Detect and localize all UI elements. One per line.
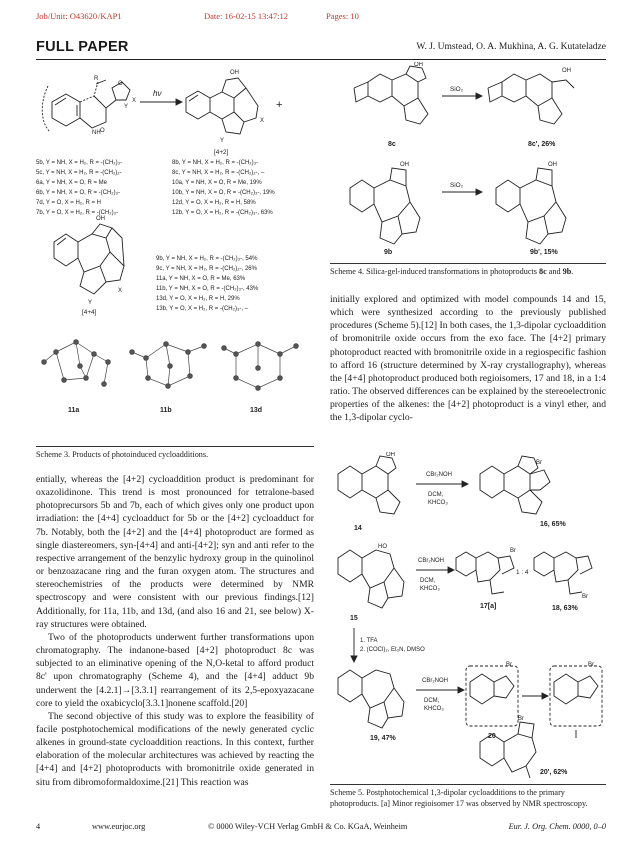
svg-text:Y: Y	[88, 300, 93, 306]
paragraph-3: The second objective of this study was to explore the feasibility of facile postphotochemical modifications of the newly generated cyclic alkenes in ground-state cycloaddition reactions. In this context, further elaboration of the molecular architectures was achieved by reacting the [4+4] and [4+2] photoproducts with bromonitrile oxide generated in situ from dibromoformaldoxime.[21] This reaction was	[36, 710, 314, 788]
section-label: FULL PAPER	[36, 39, 129, 55]
svg-text:OH: OH	[400, 162, 409, 168]
reagents-row-3	[360, 638, 425, 653]
scheme-3-caption: Scheme 3. Products of photoinduced cycloadditions.	[36, 450, 209, 459]
svg-text:X: X	[132, 98, 137, 104]
svg-text:KHCO₃: KHCO₃	[420, 586, 440, 592]
xray-structures	[42, 340, 299, 391]
svg-text:9b, Y = NH, X = H₂, R = -(CH₂: 9b, Y = NH, X = H₂, R = -(CH₂)₃-, 54%	[156, 256, 258, 262]
svg-text:CBr₂NOH: CBr₂NOH	[422, 678, 448, 684]
xray-11a	[42, 340, 111, 387]
svg-text:Br: Br	[510, 548, 516, 554]
svg-text:6a, Y = NH, X = O, R = Me: 6a, Y = NH, X = O, R = Me	[36, 180, 107, 186]
svg-text:Br: Br	[588, 662, 594, 668]
scheme-3-rule	[36, 446, 314, 447]
svg-text:7d, Y = O, X = H₂, R = H: 7d, Y = O, X = H₂, R = H	[36, 200, 101, 206]
label-16: 16, 65%	[540, 521, 566, 528]
svg-text:NH: NH	[92, 130, 101, 136]
svg-text:DCM,: DCM,	[424, 698, 440, 704]
label-9b: 9b	[384, 249, 393, 256]
label-15: 15	[350, 615, 358, 622]
svg-text:Br: Br	[582, 594, 588, 600]
svg-text:9c, Y = NH, X = H₂, R = -(CH₂: 9c, Y = NH, X = H₂, R = -(CH₂)₂-, 26%	[156, 266, 257, 272]
svg-text:5b, Y = NH, X = H₂, R = -(CH₂): 5b, Y = NH, X = H₂, R = -(CH₂)₃-	[36, 160, 123, 166]
job-info-line	[36, 11, 606, 23]
plus-sign: +	[276, 99, 283, 111]
svg-text:8b, Y = NH, X = H₂, R = -(CH₂: 8b, Y = NH, X = H₂, R = -(CH₂)₃-	[172, 160, 259, 166]
scheme4-reagent-2: SiO₂	[450, 182, 464, 189]
svg-text:OH: OH	[96, 216, 105, 222]
svg-text:KHCO₃: KHCO₃	[424, 706, 444, 712]
svg-text:OH: OH	[414, 62, 423, 68]
adduct-44-label: [4+4]	[82, 309, 97, 316]
left-column-body	[36, 473, 314, 789]
svg-text:OH: OH	[562, 68, 571, 74]
svg-text:Br: Br	[506, 662, 512, 668]
xray-label-13d: 13d	[250, 407, 263, 414]
right-column-text-top: initially explored and optimized with model compounds 14 and 15, which were synthesized according to the previously published procedures (Scheme 5).[12] In both cases, the 1,3-dipolar cycloaddition of bromonitrile oxide occurs from the exo face. The [4+2] primary photoproduct reacted with bromonitrile oxide in a regiospecific fashion to afford 16 (structure determined by X-ray crystallography), whereas the [4+4] photoproduct produced both regioisomers, 17 and 18, in a 1:4 ratio. The observed differences can be explained by the stereoelectronic properties of the alkenes: the [4+2] photoproduct is a vinyl ether, and the 1,3-dipolar cyclo-	[330, 294, 606, 424]
label-17: 17[a]	[480, 603, 497, 610]
precursor-benzene-ring	[52, 94, 80, 126]
paragraph-1: entially, whereas the [4+2] cycloaddition product is predominant for oxazolidinone. This trend is most pronounced for tetralone-based photoprecursors 5b and 7b, each of which gives only one product upon irradiation: the [4+4] cycloadduct for 5b or the [4+2] cycloadduct for 7b. Notably, both the [4+2] and the [4+4] photoproduct are formed as single diastereomers, syn-[4+4] and anti-[4+2]; syn and anti refer to the respective arrangement of the benzylic hydroxy group in the quinolinol or benzoazacane ring and the furan oxygen atom. The structures and stereochemistries of the products were determined by NMR spectroscopy and were consistent with our previous findings.[12] Additionally, for 11a, 11b, and 13d, (and also 16 and 21, see below) X-ray structures were obtained.	[36, 474, 314, 630]
svg-text:OH: OH	[386, 452, 395, 458]
svg-text:11b, Y = NH, X = O, R = -(CH₂): 11b, Y = NH, X = O, R = -(CH₂)₃-, 43%	[156, 286, 259, 292]
scheme-4-rule	[330, 263, 606, 264]
svg-text:X: X	[118, 288, 123, 294]
svg-text:R: R	[94, 76, 99, 82]
svg-text:O: O	[118, 81, 123, 87]
reagents-row-4	[422, 678, 448, 712]
adduct-42-list	[172, 160, 275, 216]
job-pages: Pages: 10	[326, 11, 359, 21]
journal-citation: Eur. J. Org. Chem. 0000, 0–0	[508, 822, 606, 831]
svg-text:7b, Y = O, X = H₂, R = -(CH₂)₃: 7b, Y = O, X = H₂, R = -(CH₂)₃-	[36, 210, 119, 216]
svg-text:CBr₂NOH: CBr₂NOH	[418, 558, 444, 564]
svg-text:8c, Y = NH, X = H₂, R = -(CH₂: 8c, Y = NH, X = H₂, R = -(CH₂)₂-, –	[172, 170, 265, 176]
page-number: 4	[36, 822, 41, 831]
svg-text:2. (COCl)₂, Et₃N, DMSO: 2. (COCl)₂, Et₃N, DMSO	[360, 647, 425, 653]
kap-code: /KAP1	[98, 11, 122, 21]
scheme-5-rule	[330, 784, 606, 785]
scheme-4-figure	[330, 62, 606, 258]
adduct-44-list	[156, 256, 259, 312]
reagents-row-2	[418, 558, 444, 592]
label-19: 19, 47%	[370, 735, 396, 742]
journal-site: www.eurjoc.org	[92, 822, 146, 831]
author-running-head: W. J. Umstead, O. A. Mukhina, A. G. Kutateladze	[416, 42, 606, 52]
xray-label-11a: 11a	[68, 407, 80, 414]
label-18: 18, 63%	[552, 605, 578, 612]
page-footer	[36, 822, 606, 834]
svg-text:Y: Y	[220, 138, 225, 144]
label-20-prime: 20', 62%	[540, 769, 568, 776]
precursor-list	[36, 160, 122, 216]
svg-text:CBr₂NOH: CBr₂NOH	[426, 472, 452, 478]
svg-text:1. TFA: 1. TFA	[360, 638, 378, 644]
svg-text:OH: OH	[548, 162, 557, 168]
label-8c: 8c	[388, 141, 396, 148]
regioisomer-ratio: 1 : 4	[516, 569, 529, 576]
copyright-line: © 0000 Wiley-VCH Verlag GmbH & Co. KGaA, Weinheim	[208, 822, 408, 831]
svg-text:Br: Br	[536, 460, 542, 466]
svg-text:HO: HO	[378, 544, 387, 550]
svg-text:X: X	[260, 118, 265, 124]
svg-text:10a, Y = NH, X = O, R = Me, 19: 10a, Y = NH, X = O, R = Me, 19%	[172, 180, 262, 186]
label-20: 20	[488, 733, 496, 740]
scheme-5-caption: Scheme 5. Postphotochemical 1,3-dipolar cycloadditions to the primary photoproducts. [a] Minor regioisomer 17 was observed by NMR spectroscopy.	[330, 788, 588, 808]
xray-11b	[130, 342, 207, 389]
svg-text:10b, Y = NH, X = O, R = -(CH₂): 10b, Y = NH, X = O, R = -(CH₂)₃-, 19%	[172, 190, 275, 196]
paragraph-2: Two of the photoproducts underwent further transformations upon chromatography. The indanone-based [4+2] photoproduct 8c was subjected to an eliminative opening of the N,O-ketal to afford product 8c' upon chromatography (Scheme 4), and the [4+4] adduct 9b underwent the [4.2.1]→[3.3.1] rearrangement of its 2,5-epoxyazacane core to yield the oxabicyclo[3.3.1]nonene scaffold.[20]	[36, 631, 314, 709]
svg-text:O: O	[100, 128, 105, 134]
scheme-4-caption: Scheme 4. Silica-gel-induced transformations in photoproducts 8c and 9b.	[330, 267, 574, 276]
svg-text:5c, Y = NH, X = H₂, R = -(CH₂): 5c, Y = NH, X = H₂, R = -(CH₂)₂-	[36, 170, 122, 176]
scheme-5-figure	[330, 452, 606, 780]
hv-label: hν	[153, 89, 162, 98]
page-header	[36, 37, 606, 60]
scheme-3-figure	[36, 62, 314, 448]
svg-text:Y: Y	[124, 104, 129, 110]
xray-13d	[222, 342, 299, 391]
svg-text:13d, Y = O, X = H₂, R = H, 29%: 13d, Y = O, X = H₂, R = H, 29%	[156, 296, 240, 302]
svg-text:KHCO₃: KHCO₃	[428, 500, 448, 506]
svg-text:DCM,: DCM,	[420, 578, 436, 584]
svg-text:DCM,: DCM,	[428, 492, 444, 498]
job-unit: Job/Unit: O43620	[36, 11, 98, 21]
adduct-42-label: [4+2]	[214, 149, 229, 156]
label-14: 14	[354, 525, 362, 532]
svg-text:6b, Y = NH, X = O, R = -(CH₂)₃: 6b, Y = NH, X = O, R = -(CH₂)₃-	[36, 190, 121, 196]
svg-text:12b, Y = O, X = H₂, R = -(CH₂): 12b, Y = O, X = H₂, R = -(CH₂)₃-, 63%	[172, 210, 273, 216]
reagents-row-1	[426, 472, 452, 506]
label-9b-prime: 9b', 15%	[530, 249, 558, 256]
svg-text:Br: Br	[518, 716, 524, 722]
label-8c-prime: 8c', 26%	[528, 141, 556, 148]
svg-text:OH: OH	[230, 70, 239, 76]
svg-text:13b, Y = O, X = H₂, R = -(CH₂): 13b, Y = O, X = H₂, R = -(CH₂)₃-, –	[156, 306, 249, 312]
svg-text:11a, Y = NH, X = O, R = Me, 63: 11a, Y = NH, X = O, R = Me, 63%	[156, 276, 246, 282]
job-date: Date: 16-02-15 13:47:12	[204, 11, 289, 21]
xray-label-11b: 11b	[160, 407, 172, 414]
scheme4-reagent-1: SiO₂	[450, 86, 464, 93]
svg-text:12d, Y = O, X = H₂, R = H, 58%: 12d, Y = O, X = H₂, R = H, 58%	[172, 200, 256, 206]
